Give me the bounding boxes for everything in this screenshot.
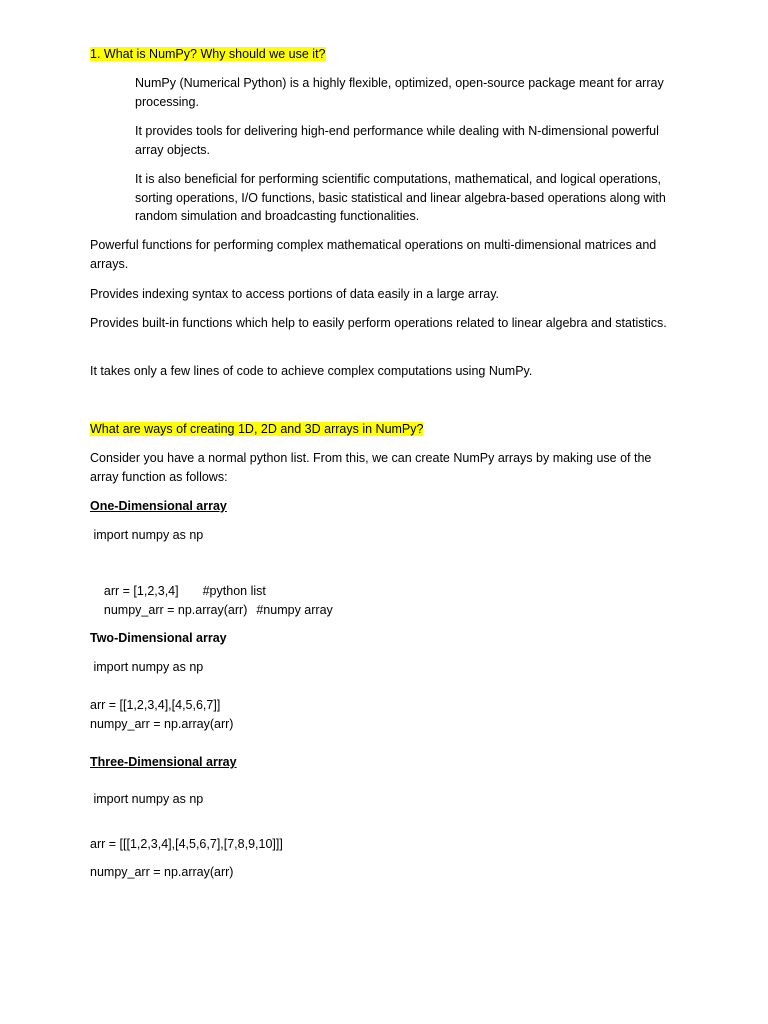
section1-heading: [90, 45, 326, 64]
two-d-arr-line: arr = [[1,2,3,4],[4,5,6,7]]: [90, 698, 221, 712]
one-d-title: [90, 497, 227, 516]
indented-paragraph-3: It is also beneficial for performing scientific computations, mathematical, and logical operations, sorting operations, I/O functions, basic statistical and linear algebra-based operations along with random simulation and broadcasting functionalities.: [135, 172, 666, 223]
paragraph-2: Provides indexing syntax to access portions of data easily in a large array.: [90, 287, 500, 301]
section1-heading-text: 1. What is NumPy? Why should we use it?: [90, 47, 326, 61]
three-d-title: [90, 753, 237, 772]
indented-paragraph-2: It provides tools for delivering high-end performance while dealing with N-dimensional powerful array objects.: [135, 124, 659, 157]
two-d-numpy-line: numpy_arr = np.array(arr): [90, 717, 234, 731]
section2-heading-text: What are ways of creating 1D, 2D and 3D arrays in NumPy?: [90, 422, 424, 436]
paragraph-3: Provides built-in functions which help to easily perform operations related to linear algebra and statistics.: [90, 316, 667, 330]
one-d-numpy-comment: #numpy array: [256, 602, 333, 617]
one-d-import-line: import numpy as np: [90, 528, 204, 542]
two-d-import-line: import numpy as np: [90, 660, 204, 674]
indented-paragraph-1: NumPy (Numerical Python) is a highly flexible, optimized, open-source package meant for array processing.: [135, 76, 664, 109]
three-d-import-line: import numpy as np: [90, 792, 204, 806]
three-d-arr-line: arr = [[[1,2,3,4],[4,5,6,7],[7,8,9,10]]]: [90, 837, 283, 851]
two-d-title: [90, 629, 227, 648]
one-d-title-text: One-Dimensional array: [90, 499, 227, 513]
paragraph-4: It takes only a few lines of code to achieve complex computations using NumPy.: [90, 364, 533, 378]
paragraph-1: Powerful functions for performing complex mathematical operations on multi-dimensional matrices and arrays.: [90, 238, 657, 271]
three-d-title-text: Three-Dimensional array: [90, 755, 237, 769]
two-d-title-text: Two-Dimensional array: [90, 631, 227, 645]
one-d-arr-comment: #python list: [202, 583, 266, 598]
section2-intro: Consider you have a normal python list. From this, we can create NumPy arrays by making use of the array function as follows:: [90, 451, 652, 484]
one-d-numpy-code: numpy_arr = np.array(arr): [103, 602, 248, 617]
section2-heading: [90, 420, 423, 439]
one-d-arr-code: arr = [1,2,3,4]: [103, 583, 179, 598]
three-d-numpy-line: numpy_arr = np.array(arr): [90, 865, 234, 879]
